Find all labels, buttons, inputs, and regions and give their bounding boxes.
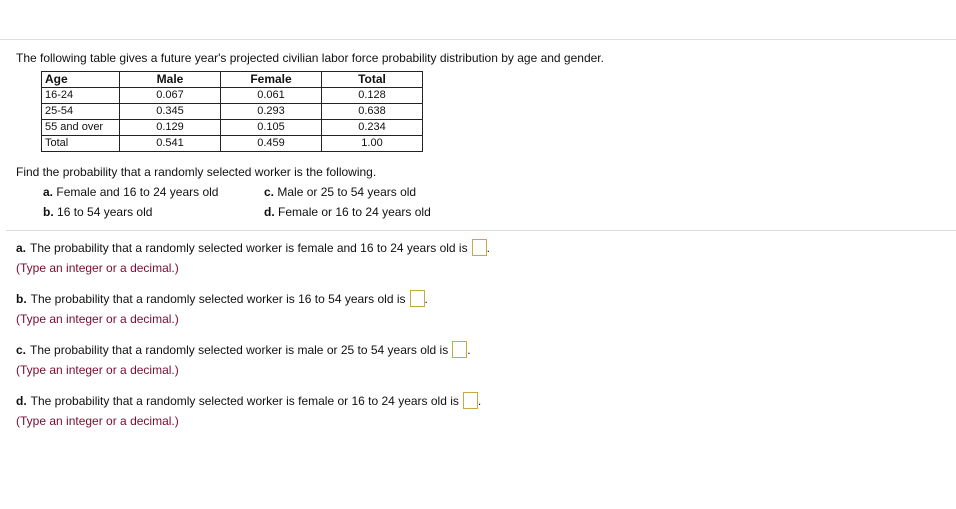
hint-text: (Type an integer or a decimal.) bbox=[16, 312, 179, 326]
task-letter: b. bbox=[43, 205, 54, 219]
row-label: 25-54 bbox=[42, 104, 120, 120]
table-row bbox=[42, 120, 423, 136]
task-text: Female or 16 to 24 years old bbox=[278, 205, 431, 219]
row-label: 55 and over bbox=[42, 120, 120, 136]
period: . bbox=[486, 240, 490, 255]
table-header-row bbox=[42, 72, 423, 88]
top-divider bbox=[0, 39, 956, 40]
cell-female: 0.293 bbox=[221, 104, 322, 120]
task-text: 16 to 54 years old bbox=[57, 205, 153, 219]
question-letter: c. bbox=[16, 342, 27, 357]
table-row bbox=[42, 136, 423, 152]
task-c bbox=[264, 185, 416, 199]
question-text: The probability that a randomly selected worker is female or 16 to 24 years old is bbox=[30, 393, 459, 408]
cell-total: 0.128 bbox=[322, 88, 423, 104]
table-row bbox=[42, 88, 423, 104]
question-text: The probability that a randomly selected worker is 16 to 54 years old is bbox=[30, 291, 406, 306]
hint-text: (Type an integer or a decimal.) bbox=[16, 261, 179, 275]
cell-total: 0.638 bbox=[322, 104, 423, 120]
answer-input-a[interactable] bbox=[472, 239, 487, 256]
header-male: Male bbox=[120, 72, 221, 88]
question-text: The probability that a randomly selected worker is male or 25 to 54 years old is bbox=[30, 342, 449, 357]
header-total: Total bbox=[322, 72, 423, 88]
section-divider bbox=[6, 230, 956, 231]
task-a bbox=[43, 185, 218, 199]
period: . bbox=[477, 393, 482, 408]
hint-text: (Type an integer or a decimal.) bbox=[16, 414, 179, 428]
period: . bbox=[424, 291, 428, 306]
question-d bbox=[16, 392, 481, 428]
period: . bbox=[467, 342, 471, 357]
task-b bbox=[43, 205, 152, 219]
task-d bbox=[264, 205, 431, 219]
cell-male: 0.541 bbox=[120, 136, 221, 152]
task-letter: d. bbox=[264, 205, 275, 219]
table-row bbox=[42, 104, 423, 120]
answer-input-d[interactable] bbox=[463, 392, 478, 409]
task-text: Male or 25 to 54 years old bbox=[277, 185, 417, 199]
distribution-table bbox=[41, 71, 423, 152]
question-a bbox=[16, 239, 490, 275]
question-c bbox=[16, 341, 471, 377]
task-letter: a. bbox=[43, 185, 54, 199]
task-letter: c. bbox=[264, 185, 275, 199]
question-letter: b. bbox=[16, 291, 27, 306]
cell-total: 0.234 bbox=[322, 120, 423, 136]
header-female: Female bbox=[221, 72, 322, 88]
problem-intro: The following table gives a future year's projected civilian labor force probability distribution by age and gender. bbox=[16, 51, 604, 65]
answer-input-b[interactable] bbox=[410, 290, 425, 307]
cell-female: 0.459 bbox=[221, 136, 322, 152]
hint-text: (Type an integer or a decimal.) bbox=[16, 363, 179, 377]
cell-female: 0.105 bbox=[221, 120, 322, 136]
cell-female: 0.061 bbox=[221, 88, 322, 104]
cell-total: 1.00 bbox=[322, 136, 423, 152]
question-text: The probability that a randomly selected worker is female and 16 to 24 years old is bbox=[30, 240, 468, 255]
question-letter: d. bbox=[16, 393, 27, 408]
cell-male: 0.129 bbox=[120, 120, 221, 136]
header-age: Age bbox=[42, 72, 120, 88]
task-text: Female and 16 to 24 years old bbox=[56, 185, 219, 199]
find-instruction: Find the probability that a randomly selected worker is the following. bbox=[16, 165, 377, 179]
cell-male: 0.067 bbox=[120, 88, 221, 104]
question-b bbox=[16, 290, 428, 326]
answer-input-c[interactable] bbox=[452, 341, 467, 358]
cell-male: 0.345 bbox=[120, 104, 221, 120]
question-letter: a. bbox=[16, 240, 27, 255]
row-label: Total bbox=[42, 136, 120, 152]
row-label: 16-24 bbox=[42, 88, 120, 104]
